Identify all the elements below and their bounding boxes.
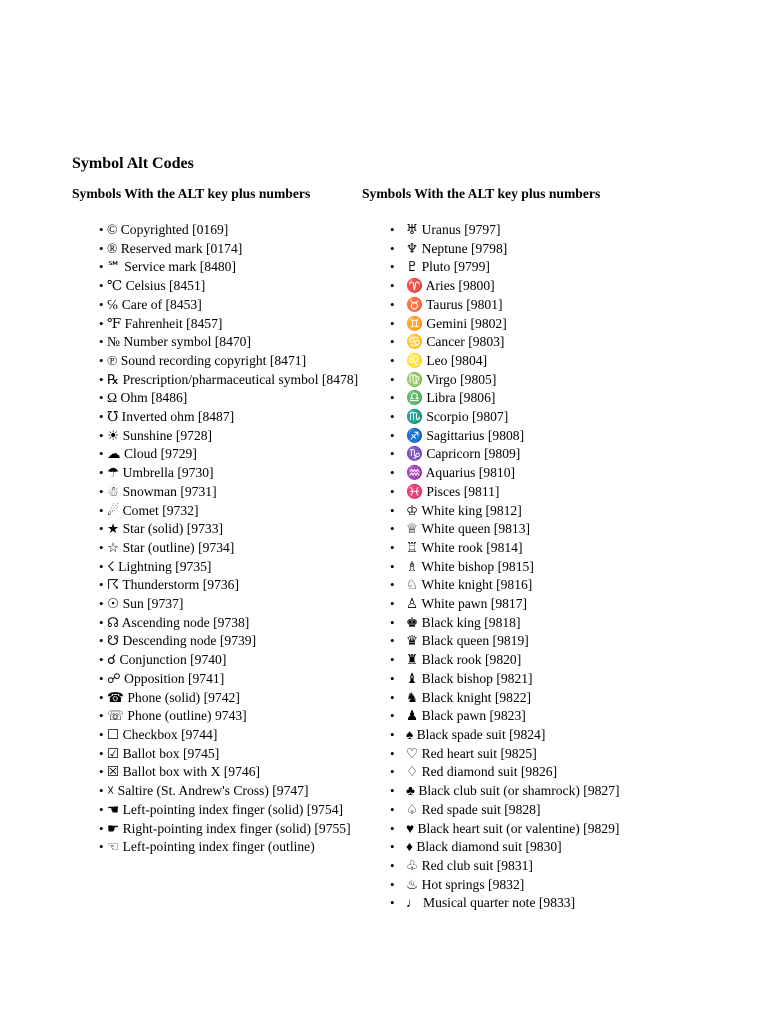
bullet-icon: •	[99, 502, 104, 518]
list-item	[362, 502, 662, 521]
symbol-entry-text: ♈ Aries [9800]	[406, 278, 495, 294]
symbol-entry-text: ♜ Black rook [9820]	[406, 652, 522, 668]
list-item	[72, 689, 362, 708]
symbol-entry-text: ♆ Neptune [9798]	[406, 240, 508, 256]
bullet-icon: •	[99, 708, 104, 724]
list-item	[362, 389, 662, 408]
bullet-icon: •	[390, 670, 395, 686]
bullet-icon: •	[390, 596, 395, 612]
bullet-icon: •	[390, 689, 395, 705]
symbol-entry-text: ♏ Scorpio [9807]	[406, 409, 509, 425]
bullet-icon: •	[99, 801, 104, 817]
bullet-icon: •	[99, 240, 104, 256]
list-item	[362, 352, 662, 371]
bullet-icon: •	[390, 745, 395, 761]
bullet-icon: •	[390, 708, 395, 724]
symbol-entry-text: ☋ Descending node [9739]	[107, 633, 257, 649]
list-item	[362, 707, 662, 726]
symbol-entry-text: ★ Star (solid) [9733]	[107, 521, 224, 537]
symbol-entry-text: ♅ Uranus [9797]	[406, 222, 501, 237]
bullet-icon: •	[390, 315, 395, 331]
bullet-icon: •	[390, 296, 395, 312]
bullet-icon: •	[99, 764, 104, 780]
bullet-icon: •	[390, 895, 395, 911]
bullet-icon: •	[390, 240, 395, 256]
bullet-icon: •	[390, 502, 395, 518]
list-item	[362, 745, 662, 764]
symbol-entry-text: ℃ Celsius [8451]	[107, 278, 206, 294]
list-item	[72, 483, 362, 502]
symbol-entry-text: ♟ Black pawn [9823]	[406, 708, 526, 724]
symbol-entry-text: ☛ Right-pointing index finger (solid) [9755]	[107, 820, 351, 836]
list-item	[72, 315, 362, 334]
bullet-icon: •	[99, 689, 104, 705]
list-item	[72, 726, 362, 745]
list-item	[72, 520, 362, 539]
bullet-icon: •	[99, 745, 104, 761]
bullet-icon: •	[390, 222, 395, 237]
list-item	[72, 389, 362, 408]
list-item	[362, 614, 662, 633]
bullet-icon: •	[99, 390, 104, 406]
bullet-icon: •	[390, 614, 395, 630]
list-item	[362, 763, 662, 782]
list-item	[362, 876, 662, 895]
list-item	[362, 689, 662, 708]
symbol-entry-text: ℉ Fahrenheit [8457]	[107, 315, 223, 331]
symbol-entry-text: ♝ Black bishop [9821]	[406, 670, 533, 686]
list-item	[362, 857, 662, 876]
bullet-icon: •	[99, 726, 104, 742]
symbol-entry-text: ♠ Black spade suit [9824]	[406, 726, 546, 742]
symbol-entry-text: ♞ Black knight [9822]	[406, 689, 532, 705]
list-item	[362, 445, 662, 464]
list-item	[72, 539, 362, 558]
list-item	[72, 632, 362, 651]
bullet-icon: •	[99, 352, 104, 368]
symbol-entry-text: ☚ Left-pointing index finger (solid) [9754]	[107, 801, 344, 817]
bullet-icon: •	[390, 259, 395, 275]
list-item	[362, 277, 662, 296]
list-item	[72, 277, 362, 296]
symbol-entry-text: ☆ Star (outline) [9734]	[107, 539, 235, 555]
left-symbol-list	[72, 221, 362, 857]
list-item	[362, 820, 662, 839]
symbol-entry-text: ☏ Phone (outline) 9743]	[107, 708, 247, 724]
symbol-entry-text: ☃ Snowman [9731]	[107, 483, 217, 499]
bullet-icon: •	[99, 820, 104, 836]
symbol-entry-text: ☜ Left-pointing index finger (outline)	[107, 839, 315, 855]
bullet-icon: •	[390, 857, 395, 873]
bullet-icon: •	[99, 334, 104, 350]
list-item	[72, 763, 362, 782]
symbol-entry-text: № Number symbol [8470]	[107, 334, 251, 350]
bullet-icon: •	[390, 465, 395, 481]
symbol-entry-text: ♊ Gemini [9802]	[406, 315, 507, 331]
bullet-icon: •	[99, 409, 104, 425]
symbol-entry-text: ☒ Ballot box with X [9746]	[107, 764, 261, 780]
list-item	[72, 558, 362, 577]
symbol-entry-text: ♨ Hot springs [9832]	[406, 876, 525, 892]
list-item	[362, 296, 662, 315]
symbol-entry-text: ☐ Checkbox [9744]	[107, 726, 218, 742]
list-item	[362, 782, 662, 801]
list-item	[362, 333, 662, 352]
list-item	[72, 258, 362, 277]
bullet-icon: •	[99, 315, 104, 331]
bullet-icon: •	[390, 839, 395, 855]
list-item	[72, 838, 362, 857]
list-item	[72, 502, 362, 521]
list-item	[72, 240, 362, 259]
bullet-icon: •	[99, 839, 104, 855]
symbol-entry-text: ☄ Comet [9732]	[107, 502, 199, 518]
list-item	[362, 315, 662, 334]
symbol-entry-text: ℗ Sound recording copyright [8471]	[107, 352, 307, 368]
bullet-icon: •	[99, 577, 104, 593]
symbol-entry-text: ♣ Black club suit (or shamrock) [9827]	[406, 783, 620, 799]
symbol-entry-text: ☍ Opposition [9741]	[107, 670, 225, 686]
list-item	[72, 782, 362, 801]
symbol-entry-text: ♇ Pluto [9799]	[406, 259, 490, 275]
bullet-icon: •	[390, 371, 395, 387]
bullet-icon: •	[390, 820, 395, 836]
list-item	[72, 745, 362, 764]
bullet-icon: •	[99, 296, 104, 312]
list-item	[72, 707, 362, 726]
symbol-entry-text: ® Reserved mark [0174]	[107, 240, 243, 256]
bullet-icon: •	[390, 876, 395, 892]
symbol-entry-text: ☊ Ascending node [9738]	[107, 614, 250, 630]
symbol-entry-text: ♑ Capricorn [9809]	[406, 446, 521, 462]
list-item	[362, 670, 662, 689]
bullet-icon: •	[390, 783, 395, 799]
symbol-entry-text: ♦ Black diamond suit [9830]	[406, 839, 562, 855]
page-title: Symbol Alt Codes	[72, 155, 194, 172]
list-item	[362, 520, 662, 539]
list-item	[72, 371, 362, 390]
list-item	[362, 427, 662, 446]
symbol-entry-text: ♍ Virgo [9805]	[406, 371, 497, 387]
symbol-entry-text: ♕ White queen [9813]	[406, 521, 531, 537]
bullet-icon: •	[390, 390, 395, 406]
symbol-entry-text: ♛ Black queen [9819]	[406, 633, 529, 649]
bullet-icon: •	[99, 596, 104, 612]
symbol-entry-text: ♔ White king [9812]	[406, 502, 522, 518]
symbol-entry-text: ☓ Saltire (St. Andrew's Cross) [9747]	[107, 783, 309, 799]
list-item	[362, 240, 662, 259]
symbol-entry-text: ♩ Musical quarter note [9833]	[406, 895, 576, 911]
bullet-icon: •	[390, 483, 395, 499]
bullet-icon: •	[99, 633, 104, 649]
symbol-entry-text: ♡ Red heart suit [9825]	[406, 745, 537, 761]
symbol-entry-text: ♘ White knight [9816]	[406, 577, 533, 593]
bullet-icon: •	[99, 427, 104, 443]
list-item	[362, 408, 662, 427]
bullet-icon: •	[390, 726, 395, 742]
symbol-entry-text: ♒ Aquarius [9810]	[406, 465, 516, 481]
bullet-icon: •	[390, 409, 395, 425]
symbol-entry-text: ☀ Sunshine [9728]	[107, 427, 213, 443]
bullet-icon: •	[99, 278, 104, 294]
list-item	[362, 726, 662, 745]
symbol-entry-text: ℧ Inverted ohm [8487]	[107, 409, 235, 425]
bullet-icon: •	[390, 558, 395, 574]
bullet-icon: •	[390, 577, 395, 593]
symbol-entry-text: ♓ Pisces [9811]	[406, 483, 500, 499]
list-item	[362, 595, 662, 614]
bullet-icon: •	[390, 801, 395, 817]
symbol-entry-text: ♉ Taurus [9801]	[406, 296, 503, 312]
bullet-icon: •	[390, 764, 395, 780]
bullet-icon: •	[99, 670, 104, 686]
symbol-entry-text: ☁ Cloud [9729]	[107, 446, 197, 462]
bullet-icon: •	[99, 371, 104, 387]
list-item	[362, 558, 662, 577]
symbol-entry-text: ☑ Ballot box [9745]	[107, 745, 220, 761]
list-item	[72, 333, 362, 352]
symbol-entry-text: ℞ Prescription/pharmaceutical symbol [8478]	[107, 371, 359, 387]
symbol-entry-text: ☈ Thunderstorm [9736]	[107, 577, 239, 593]
symbol-entry-text: ☇ Lightning [9735]	[107, 558, 212, 574]
list-item	[72, 352, 362, 371]
list-item	[362, 894, 662, 913]
bullet-icon: •	[99, 539, 104, 555]
right-column	[362, 185, 662, 913]
list-item	[72, 221, 362, 240]
symbol-entry-text: ♌ Leo [9804]	[406, 352, 488, 368]
list-item	[362, 651, 662, 670]
list-item	[362, 221, 662, 240]
symbol-entry-text: ☌ Conjunction [9740]	[107, 652, 227, 668]
list-item	[72, 801, 362, 820]
list-item	[362, 838, 662, 857]
bullet-icon: •	[390, 278, 395, 294]
list-item	[72, 296, 362, 315]
list-item	[362, 371, 662, 390]
right-column-heading: Symbols With the ALT key plus numbers	[362, 186, 601, 201]
symbol-entry-text: ♢ Red diamond suit [9826]	[406, 764, 558, 780]
list-item	[72, 670, 362, 689]
bullet-icon: •	[390, 427, 395, 443]
bullet-icon: •	[99, 465, 104, 481]
bullet-icon: •	[99, 558, 104, 574]
bullet-icon: •	[99, 521, 104, 537]
list-item	[362, 576, 662, 595]
bullet-icon: •	[99, 483, 104, 499]
bullet-icon: •	[390, 652, 395, 668]
symbol-entry-text: ♗ White bishop [9815]	[406, 558, 534, 574]
symbol-entry-text: ♥ Black heart suit (or valentine) [9829]	[406, 820, 620, 836]
symbol-entry-text: ℠ Service mark [8480]	[107, 259, 236, 275]
symbol-entry-text: ♚ Black king [9818]	[406, 614, 521, 630]
list-item	[72, 595, 362, 614]
bullet-icon: •	[390, 539, 395, 555]
bullet-icon: •	[390, 633, 395, 649]
symbol-entry-text: ♐ Sagittarius [9808]	[406, 427, 525, 443]
bullet-icon: •	[99, 446, 104, 462]
list-item	[362, 464, 662, 483]
list-item	[362, 539, 662, 558]
list-item	[362, 483, 662, 502]
symbol-entry-text: ☂ Umbrella [9730]	[107, 465, 214, 481]
list-item	[72, 651, 362, 670]
list-item	[362, 632, 662, 651]
symbol-entry-text: ℅ Care of [8453]	[107, 296, 202, 312]
symbol-entry-text: ♧ Red club suit [9831]	[406, 857, 533, 873]
symbol-entry-text: ♤ Red spade suit [9828]	[406, 801, 541, 817]
bullet-icon: •	[99, 259, 104, 275]
list-item	[72, 427, 362, 446]
list-item	[72, 408, 362, 427]
symbol-entry-text: ♖ White rook [9814]	[406, 539, 523, 555]
bullet-icon: •	[390, 352, 395, 368]
symbol-entry-text: ☉ Sun [9737]	[107, 596, 184, 612]
bullet-icon: •	[390, 521, 395, 537]
symbol-entry-text: ☎ Phone (solid) [9742]	[107, 689, 240, 705]
list-item	[72, 445, 362, 464]
symbol-entry-text: ♎ Libra [9806]	[406, 390, 496, 406]
left-column-heading: Symbols With the ALT key plus numbers	[72, 186, 311, 201]
symbol-entry-text: ♙ White pawn [9817]	[406, 596, 528, 612]
bullet-icon: •	[99, 652, 104, 668]
list-item	[362, 801, 662, 820]
list-item	[362, 258, 662, 277]
right-symbol-list	[362, 221, 662, 913]
symbol-entry-text: Ω Ohm [8486]	[107, 390, 188, 406]
bullet-icon: •	[390, 446, 395, 462]
bullet-icon: •	[390, 334, 395, 350]
symbol-entry-text: © Copyrighted [0169]	[107, 222, 229, 237]
list-item	[72, 464, 362, 483]
list-item	[72, 614, 362, 633]
bullet-icon: •	[99, 222, 104, 237]
symbol-entry-text: ♋ Cancer [9803]	[406, 334, 505, 350]
bullet-icon: •	[99, 783, 104, 799]
bullet-icon: •	[99, 614, 104, 630]
list-item	[72, 576, 362, 595]
list-item	[72, 820, 362, 839]
left-column	[72, 185, 362, 857]
